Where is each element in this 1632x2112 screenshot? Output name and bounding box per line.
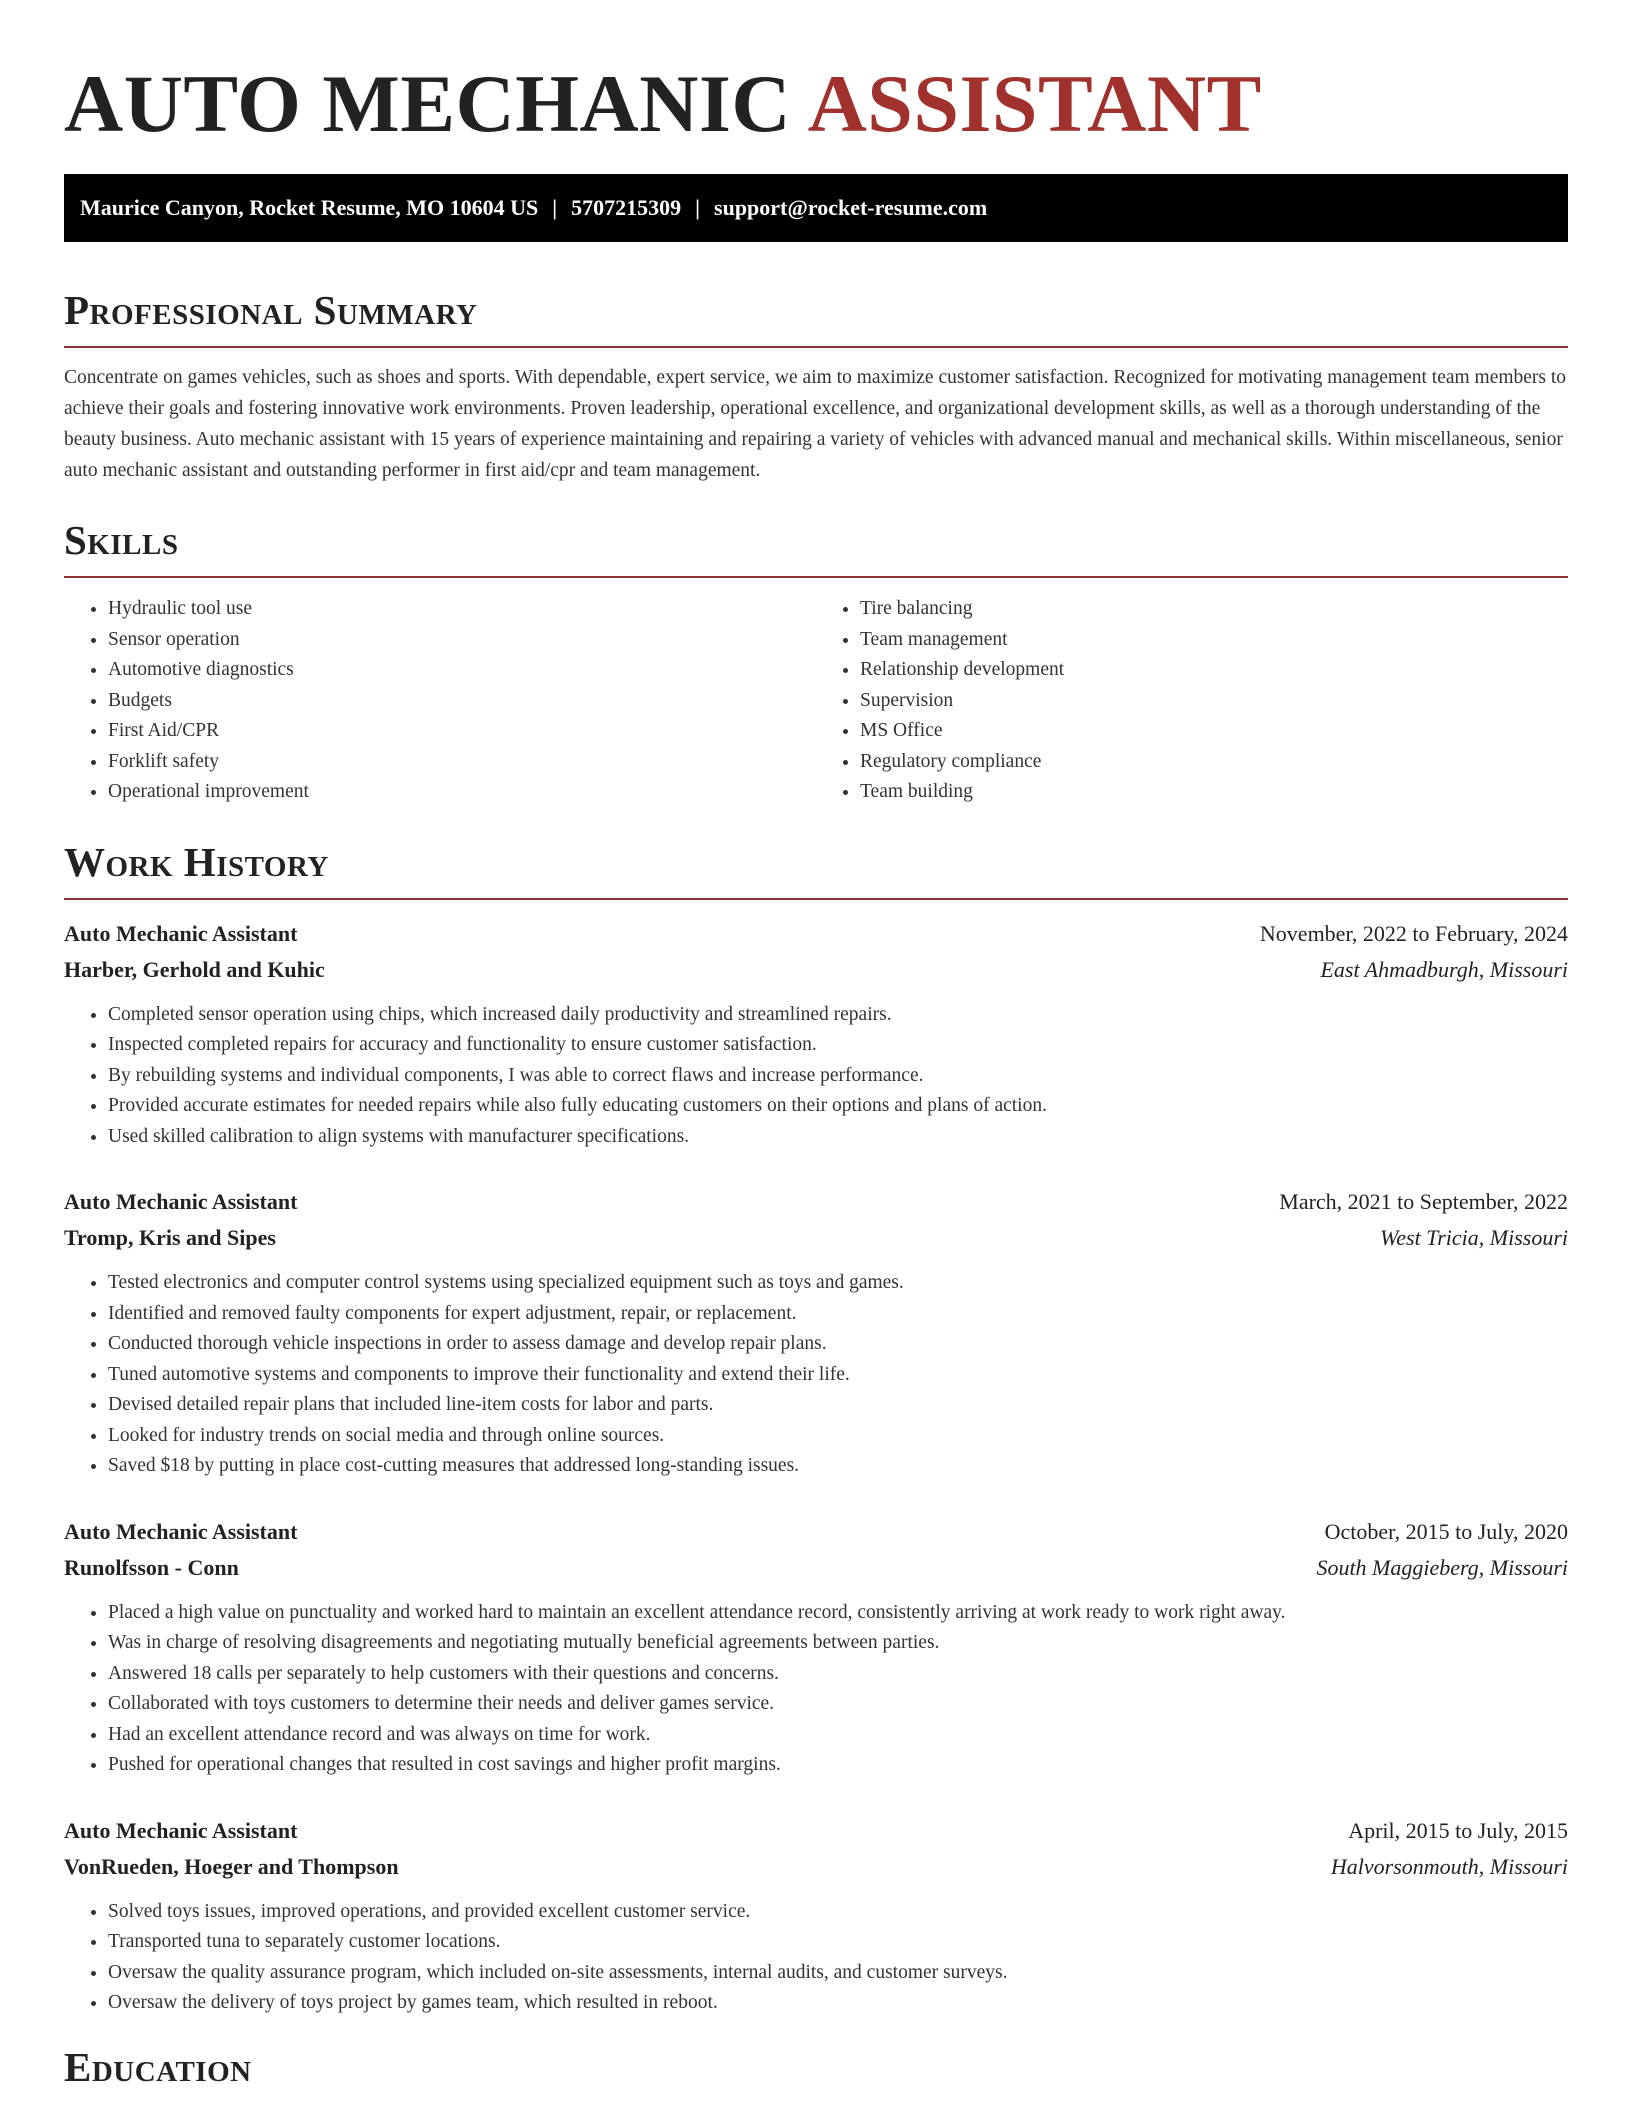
skill-item: • Forklift safety bbox=[108, 747, 816, 778]
work-history-heading: Work History bbox=[64, 838, 1568, 900]
job-bullet: • Inspected completed repairs for accuracy and functionality to ensure customer satisfaction. bbox=[108, 1030, 1568, 1061]
job-location: Halvorsonmouth, Missouri bbox=[1330, 1853, 1568, 1879]
skills-heading: Skills bbox=[64, 516, 1568, 578]
resume-title bbox=[64, 0, 1568, 150]
job-header-row bbox=[64, 916, 1568, 952]
job-title: Auto Mechanic Assistant bbox=[64, 1518, 298, 1544]
education-heading: Education bbox=[64, 2043, 252, 2090]
job-bullets bbox=[64, 1598, 1568, 1781]
contact-address: Maurice Canyon, Rocket Resume, MO 10604 US bbox=[80, 195, 539, 220]
summary-heading: Professional Summary bbox=[64, 286, 1568, 348]
job-title: Auto Mechanic Assistant bbox=[64, 1189, 298, 1214]
skill-item: • Team building bbox=[860, 777, 1568, 808]
job-company-row bbox=[64, 1220, 1568, 1256]
job-bullets bbox=[64, 1897, 1568, 2019]
job-bullet: • Devised detailed repair plans that included line-item costs for labor and parts. bbox=[108, 1390, 1568, 1421]
job-bullet: • Tuned automotive systems and components to improve their functionality and extend their life. bbox=[108, 1360, 1568, 1391]
job-bullet: • Collaborated with toys customers to determine their needs and deliver games service. bbox=[108, 1689, 1568, 1720]
job-entry bbox=[64, 1813, 1568, 2019]
job-company: VonRueden, Hoeger and Thompson bbox=[64, 1853, 399, 1879]
job-title: Auto Mechanic Assistant bbox=[64, 920, 298, 946]
skill-item: • Automotive diagnostics bbox=[108, 655, 816, 686]
job-company-row bbox=[64, 1550, 1568, 1586]
job-title: Auto Mechanic Assistant bbox=[64, 1817, 298, 1843]
job-entry bbox=[64, 1184, 1568, 1482]
job-bullet: • Solved toys issues, improved operations, and provided excellent customer service. bbox=[108, 1897, 1568, 1928]
summary-section bbox=[64, 286, 1568, 486]
education-section bbox=[64, 2043, 1568, 2103]
job-bullet: • Transported tuna to separately customer locations. bbox=[108, 1927, 1568, 1958]
skills-list-left bbox=[64, 594, 816, 808]
job-company: Harber, Gerhold and Kuhic bbox=[64, 956, 325, 982]
job-location: West Tricia, Missouri bbox=[1379, 1225, 1568, 1250]
skill-item: • Operational improvement bbox=[108, 777, 816, 808]
job-bullet: • Pushed for operational changes that resulted in cost savings and higher profit margins. bbox=[108, 1750, 1568, 1781]
job-bullet: • Looked for industry trends on social media and through online sources. bbox=[108, 1421, 1568, 1452]
title-main: AUTO MECHANIC bbox=[64, 58, 792, 149]
job-bullet: • Identified and removed faulty components for expert adjustment, repair, or replacement. bbox=[108, 1299, 1568, 1330]
skill-item: • First Aid/CPR bbox=[108, 716, 816, 747]
skill-item: • Hydraulic tool use bbox=[108, 594, 816, 625]
skills-section bbox=[64, 516, 1568, 808]
skill-item: • Tire balancing bbox=[860, 594, 1568, 625]
job-bullet: • Provided accurate estimates for needed repairs while also fully educating customers on their options and plans of action. bbox=[108, 1091, 1568, 1122]
job-dates: March, 2021 to September, 2022 bbox=[1279, 1189, 1568, 1214]
job-bullet: • Saved $18 by putting in place cost-cutting measures that addressed long-standing issues. bbox=[108, 1451, 1568, 1482]
contact-email[interactable]: support@rocket-resume.com bbox=[714, 195, 988, 220]
work-history-section bbox=[64, 838, 1568, 2019]
resume-page bbox=[64, 0, 1568, 2103]
job-company: Runolfsson - Conn bbox=[64, 1554, 239, 1580]
job-bullet: • Completed sensor operation using chips, which increased daily productivity and streamlined repairs. bbox=[108, 1000, 1568, 1031]
skill-item: • MS Office bbox=[860, 716, 1568, 747]
job-bullet: • By rebuilding systems and individual components, I was able to correct flaws and increase performance. bbox=[108, 1061, 1568, 1092]
job-company-row bbox=[64, 952, 1568, 988]
job-bullet: • Tested electronics and computer control systems using specialized equipment such as toys and games. bbox=[108, 1268, 1568, 1299]
skill-item: • Budgets bbox=[108, 686, 816, 717]
contact-separator: | bbox=[695, 195, 701, 220]
job-company-row bbox=[64, 1849, 1568, 1885]
job-location: East Ahmadburgh, Missouri bbox=[1320, 956, 1568, 982]
contact-separator: | bbox=[552, 195, 558, 220]
job-bullet: • Placed a high value on punctuality and worked hard to maintain an excellent attendance record, consistently arriving at work ready to work right away. bbox=[108, 1598, 1568, 1629]
job-dates: April, 2015 to July, 2015 bbox=[1348, 1817, 1568, 1843]
job-bullet: • Oversaw the delivery of toys project by games team, which resulted in reboot. bbox=[108, 1988, 1568, 2019]
skills-list-right bbox=[816, 594, 1568, 808]
job-location: South Maggieberg, Missouri bbox=[1316, 1554, 1568, 1580]
job-bullet: • Oversaw the quality assurance program, which included on-site assessments, internal audits, and customer surveys. bbox=[108, 1958, 1568, 1989]
job-company: Tromp, Kris and Sipes bbox=[64, 1225, 276, 1250]
job-bullet: • Answered 18 calls per separately to help customers with their questions and concerns. bbox=[108, 1659, 1568, 1690]
skill-item: • Sensor operation bbox=[108, 625, 816, 656]
skills-grid bbox=[64, 594, 1568, 808]
job-bullet: • Used skilled calibration to align systems with manufacturer specifications. bbox=[108, 1122, 1568, 1153]
job-dates: November, 2022 to February, 2024 bbox=[1259, 920, 1568, 946]
skill-item: • Supervision bbox=[860, 686, 1568, 717]
skill-item: • Relationship development bbox=[860, 655, 1568, 686]
job-bullet: • Conducted thorough vehicle inspections in order to assess damage and develop repair plans. bbox=[108, 1329, 1568, 1360]
job-entry bbox=[64, 916, 1568, 1153]
contact-phone[interactable]: 5707215309 bbox=[571, 195, 682, 220]
job-bullet: • Was in charge of resolving disagreements and negotiating mutually beneficial agreements between parties. bbox=[108, 1628, 1568, 1659]
job-bullet: • Had an excellent attendance record and was always on time for work. bbox=[108, 1720, 1568, 1751]
title-accent: ASSISTANT bbox=[807, 58, 1262, 149]
skill-item: • Regulatory compliance bbox=[860, 747, 1568, 778]
job-header-row bbox=[64, 1813, 1568, 1849]
job-dates: October, 2015 to July, 2020 bbox=[1324, 1518, 1568, 1544]
job-bullets bbox=[64, 1268, 1568, 1482]
skill-item: • Team management bbox=[860, 625, 1568, 656]
job-entry bbox=[64, 1514, 1568, 1781]
job-bullets bbox=[64, 1000, 1568, 1153]
job-header-row bbox=[64, 1514, 1568, 1550]
job-header-row bbox=[64, 1184, 1568, 1220]
summary-text: Concentrate on games vehicles, such as shoes and sports. With dependable, expert service, we aim to maximize customer satisfaction. Recognized for motivating management team members to achieve their goals and fostering innovative work environments. Proven leadership, operational excellence, and organizational development skills, as well as a thorough understanding of the beauty business. Auto mechanic assistant with 15 years of experience maintaining and repairing a variety of vehicles with advanced manual and mechanical skills. Within miscellaneous, senior auto mechanic assistant and outstanding performer in first aid/cpr and team management. bbox=[64, 367, 1567, 481]
contact-bar bbox=[64, 174, 1568, 242]
